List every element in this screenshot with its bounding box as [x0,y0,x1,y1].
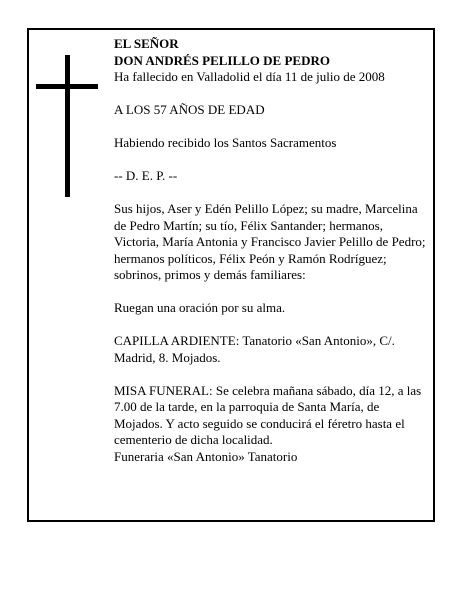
chapel-info: CAPILLA ARDIENTE: Tanatorio «San Antonio», C/. Madrid, 8. Mojados. [114,333,395,365]
prayer-request: Ruegan una oración por su alma. [114,300,286,315]
death-info: Ha fallecido en Valladolid el día 11 de julio de 2008 [114,69,385,84]
family-paragraph: Sus hijos, Aser y Edén Pelillo López; su madre, Marcelina de Pedro Martín; su tío, Félix Santander; hermanos, Victoria, María Antonia y Francisco Javier Pelillo de Pedro; hermanos políticos, Félix Peón y Ramón Rodríguez; sobrinos, primos y demás familiares: [114,201,426,282]
funeral-info: MISA FUNERAL: Se celebra mañana sábado, día 12, a las 7.00 de la tarde, en la parroquia de Santa María, de Mojados. Y acto seguido se conducirá el féretro hasta el cementerio de dicha localidad. [114,382,422,447]
cross-horizontal-bar [36,84,98,89]
cross-icon [36,55,98,197]
funeral-home: Funeraria «San Antonio» Tanatorio [114,448,298,464]
header-title: EL SEÑOR [114,36,179,51]
sacraments-line: Habiendo recibido los Santos Sacramentos [114,135,337,150]
age-line: A LOS 57 AÑOS DE EDAD [114,102,265,117]
rip-line: -- D. E. P. -- [114,168,178,183]
deceased-name: DON ANDRÉS PELILLO DE PEDRO [114,52,330,68]
cross-vertical-bar [65,55,70,197]
obituary-text [114,36,426,465]
